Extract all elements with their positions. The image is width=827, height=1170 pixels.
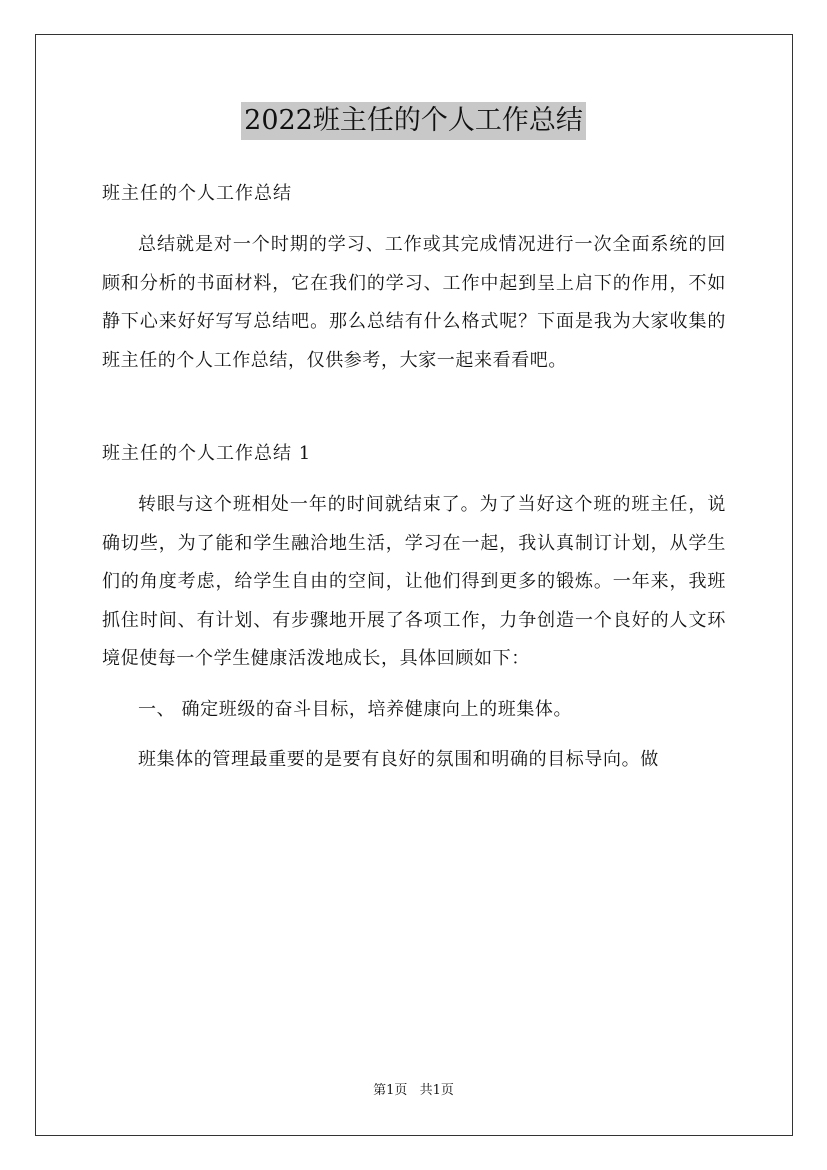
- page-total: 共1页: [419, 1083, 454, 1098]
- section-heading: 班主任的个人工作总结 1: [102, 443, 312, 464]
- document-subtitle: 班主任的个人工作总结: [102, 183, 292, 204]
- section-paragraph: 转眼与这个班相处一年的时间就结束了。为了当好这个班的班主任，说确切些，为了能和学生融洽地生活，学习在一起，我认真制订计划，从学生们的角度考虑，给学生自由的空间，让他们得到更多的锻炼。一年来，我班抓住时间、有计划、有步骤地开展了各项工作，力争创造一个良好的人文环境促使每一个学生健康活泼地成长，具体回顾如下：: [102, 494, 726, 669]
- section-paragraph-continued: 班集体的管理最重要的是要有良好的氛围和明确的目标导向。做: [138, 749, 659, 770]
- document-title: 2022班主任的个人工作总结: [241, 102, 586, 140]
- intro-paragraph: 总结就是对一个时期的学习、工作或其完成情况进行一次全面系统的回顾和分析的书面材料，它在我们的学习、工作中起到呈上启下的作用，不如静下心来好好写写总结吧。那么总结有什么格式呢？下面是我为大家收集的班主任的个人工作总结，仅供参考，大家一起来看看吧。: [102, 234, 726, 371]
- page-number: 第1页: [373, 1083, 408, 1098]
- page-footer: [0, 1082, 827, 1100]
- document-body: [102, 176, 726, 780]
- list-item-heading: 一、 确定班级的奋斗目标，培养健康向上的班集体。: [138, 698, 573, 720]
- title-container: [0, 102, 827, 140]
